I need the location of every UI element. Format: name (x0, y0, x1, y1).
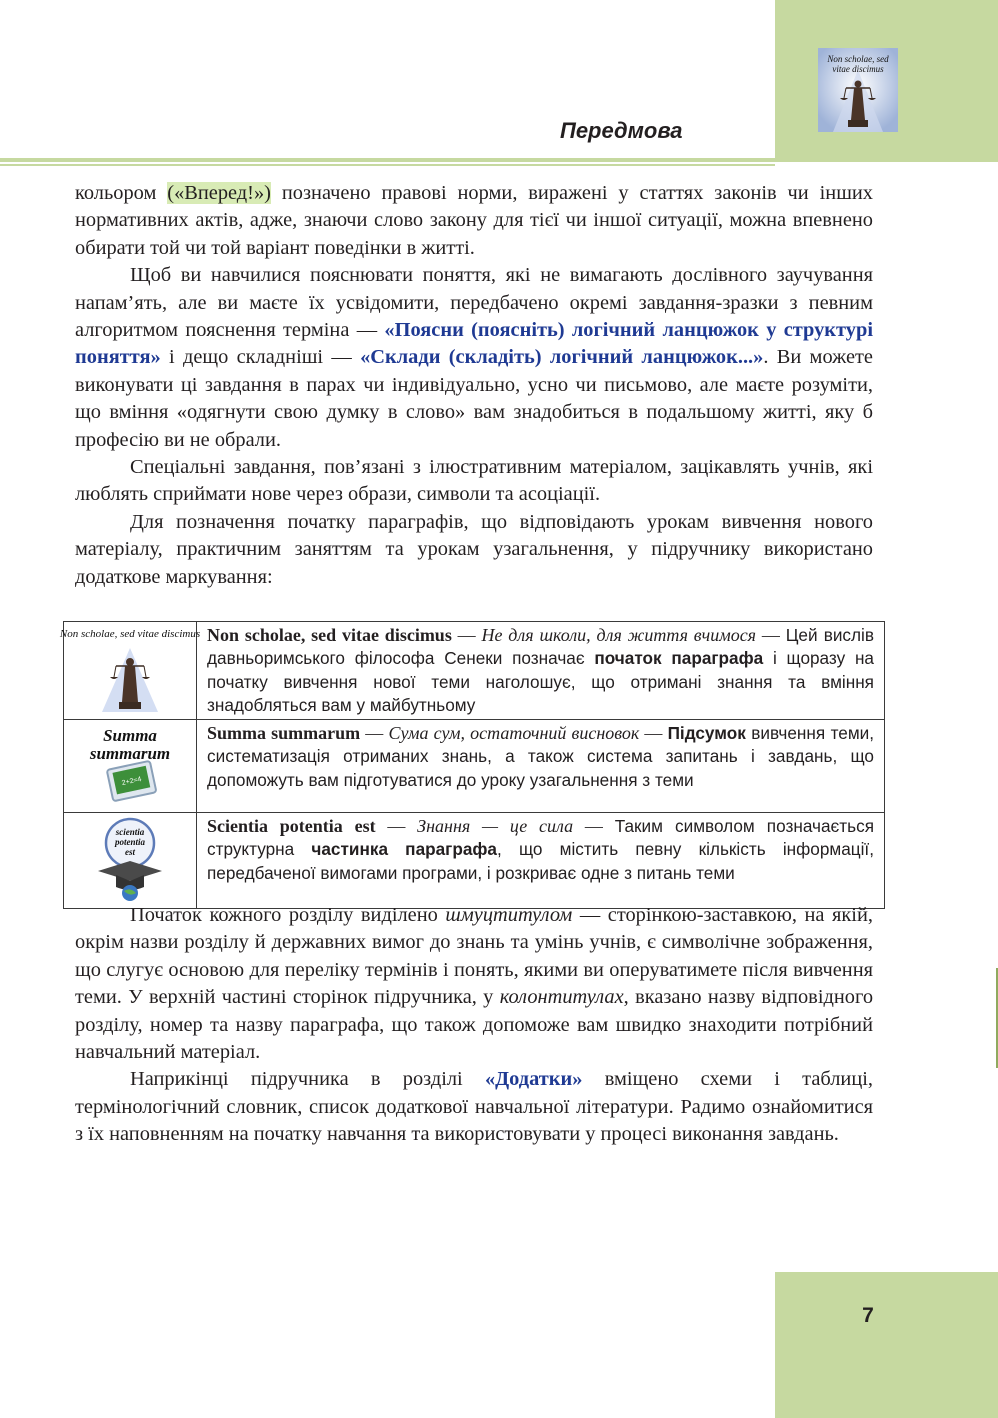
highlight-forward: («Вперед!») (167, 182, 271, 204)
svg-text:est: est (125, 847, 135, 858)
header-logo (818, 48, 898, 132)
dash: — (756, 625, 786, 645)
paragraph-text: Наприкінці підручника в розділі (130, 1068, 485, 1091)
appendix-title: «Додатки» (484, 1068, 583, 1091)
chalkboard-icon (80, 721, 180, 807)
marker-text: Цей вислів давньоримського філософа Сенеки позначає (207, 625, 874, 669)
marker-icon-cell (59, 622, 201, 720)
svg-text:Non scholae, sed: Non scholae, sed (827, 54, 889, 64)
body-text-bottom (75, 902, 873, 1149)
marker-table (59, 621, 885, 909)
marker-description (197, 720, 885, 813)
paragraph-2 (75, 262, 873, 454)
dash: — (360, 723, 389, 744)
paragraph-5 (75, 902, 873, 1066)
paragraph-text: кольором (75, 182, 168, 204)
marker-emphasis: частинка параграфа (311, 839, 497, 860)
marker-translation: Знання — це сила (417, 816, 574, 837)
marker-description (197, 622, 885, 720)
term-kolontytul: колонтитулах (499, 986, 624, 1009)
marker-translation: Сума сум, остаточний висновок (388, 723, 640, 744)
themis-statue-icon (818, 48, 898, 132)
marker-latin: Summa summarum (207, 723, 361, 744)
themis-statue-icon (59, 624, 201, 712)
graduation-cap-icon (80, 813, 180, 903)
paragraph-1 (75, 180, 873, 262)
footer-accent-block (775, 1272, 998, 1418)
marker-icon-label: Non scholae, sed vitae discimus (59, 628, 201, 641)
table-row (64, 813, 885, 909)
paragraph-text: позначено правові норми, виражені у статтях законів чи інших нормативних актів, адже, знаючи слово закону для тієї чи іншої ситуації, можна впевнено обирати той чи той варіант поведінки в житті. (75, 182, 873, 259)
marker-translation: Не для школи, для життя вчимося (481, 625, 757, 645)
svg-text:vitae discimus: vitae discimus (832, 64, 884, 74)
svg-text:potentia: potentia (114, 837, 146, 848)
table-row (64, 720, 885, 813)
marker-latin: Non scholae, sed vitae discimus (207, 625, 452, 645)
task-title-compose: «Склади (складіть) логічний ланцюжок...» (360, 346, 764, 369)
header-rule (0, 158, 775, 162)
marker-icon-label: Summa (103, 725, 157, 745)
dash: — (639, 723, 668, 744)
marker-latin: Scientia potentia est (207, 816, 376, 837)
table-row (64, 622, 885, 720)
marker-emphasis: початок параграфа (594, 648, 764, 669)
marker-description (197, 813, 885, 909)
svg-text:summarum: summarum (89, 743, 171, 763)
svg-text:2+2=4: 2+2=4 (121, 775, 143, 787)
svg-text:scientia: scientia (115, 827, 145, 838)
marker-text: , що містить певну кількість інформації, передбаченої вимогами програми, і розкриває одне з питань теми (207, 839, 874, 883)
body-text-top (75, 180, 873, 591)
page-number: 7 (862, 1304, 874, 1327)
header-rule-thin (0, 164, 775, 166)
paragraph-text: і дещо складніші — (160, 346, 361, 369)
paragraph-text: вміщено схеми і таблиці, термінологічний словник, список додаткової навчальної літератури. Радимо ознайомитися з їх наповненням на початку навчання та використовувати у процесі виконання завдань. (75, 1068, 873, 1146)
paragraph-text: , вказано назву відповідного розділу, номер та назву параграфа, що також допоможе вам швидко знаходити потрібний навчальний матеріал. (75, 986, 874, 1064)
paragraph-3: Спеціальні завдання, пов’язані з ілюстративним матеріалом, зацікавлять учнів, які люблять сприймати нове через образи, символи та асоціації. (75, 456, 873, 506)
marker-emphasis: Підсумок (667, 723, 746, 744)
marker-text: Таким символом позначається структурна (207, 816, 875, 860)
dash: — (451, 625, 482, 645)
paragraph-text: Щоб ви навчилися пояснювати поняття, які не вимагають дослівного заучування напам’ять, але ви маєте їх усвідомити, передбачено окремі завдання-зразки з певним алгоритмом пояснення терміна — (75, 264, 873, 342)
marker-icon-cell (64, 813, 197, 909)
page-header-title: Передмова (560, 118, 683, 143)
paragraph-text: . Ви можете виконувати ці завдання в парах чи індивідуально, усно чи письмово, але маєте розуміти, що вміння «одягнути свою думку в слово» вам знадобиться в подальшому житті, яку б професію ви не обрали. (75, 346, 873, 451)
task-title-explain: «Поясни (поясніть) логічний ланцюжок у структурі поняття» (75, 319, 873, 369)
marker-text: вивчення теми, систематизація отриманих знань, а також система запитань і завдань, що допоможуть вам підготуватися до уроку узагальнення з теми (207, 723, 875, 790)
marker-text: і щоразу на початку вивчення нової теми наголошує, що отримані знання та вміння знадобляться вам у майбутньому (207, 648, 874, 715)
dash: — (375, 816, 418, 837)
marker-icon-cell (64, 720, 197, 813)
paragraph-4: Для позначення початку параграфів, що відповідають урокам вивчення нового матеріалу, практичним заняттям та урокам узагальнення, у підручнику використано додаткове маркування: (75, 510, 873, 588)
paragraph-6 (75, 1066, 873, 1148)
dash: — (573, 816, 615, 837)
paragraph-text: — сторінкою-заставкою, на якій, окрім назви розділу й державних вимог до знань та умінь учнів, є символічне зображення, що слугує основою для переліку термінів і понять, якими ви оперуватимете після вивчення теми. У верхній частині сторінок підручника, у (75, 904, 873, 1009)
paragraph-text: Початок кожного розділу виділено (130, 904, 446, 926)
term-shmutstitul: шмуцтитулом (445, 904, 573, 926)
